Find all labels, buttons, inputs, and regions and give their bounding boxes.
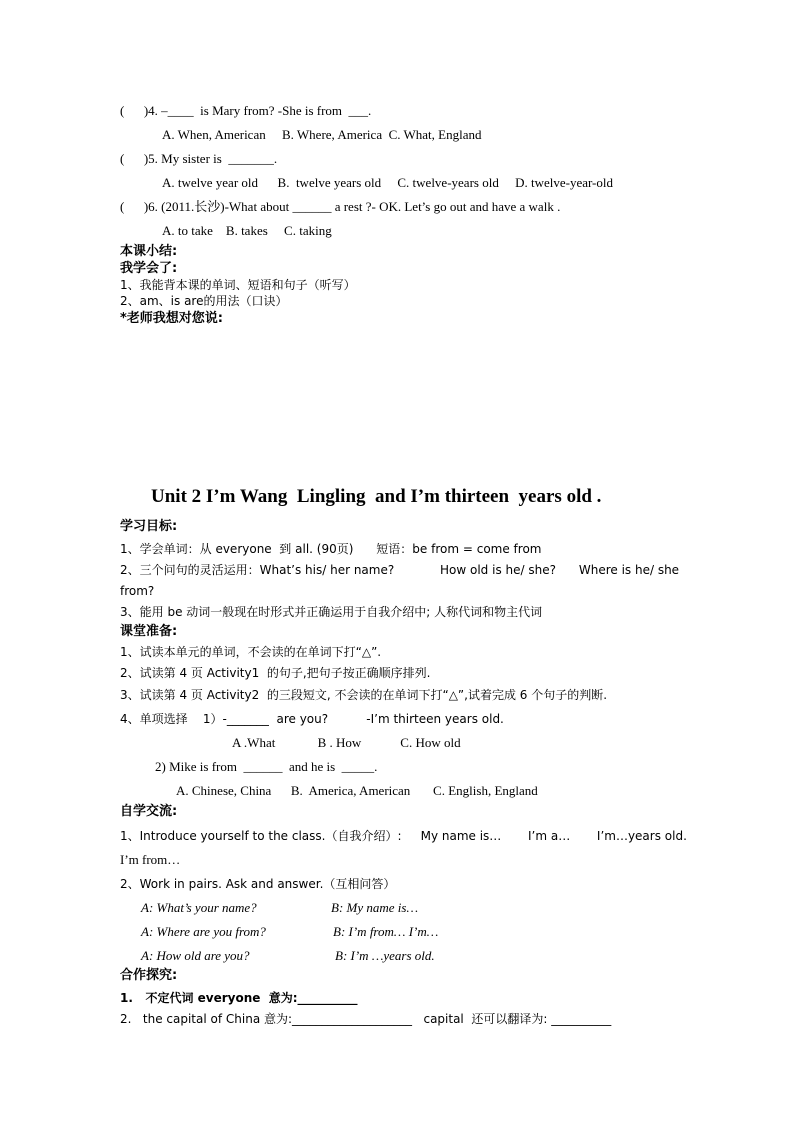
question-4-options: A. When, American B. Where, America C. What, England (162, 127, 482, 142)
learned-heading: 我学会了: (120, 261, 178, 276)
dialogue-3-b: B: I’m …years old. (335, 948, 435, 963)
goals-heading: 学习目标: (120, 519, 178, 534)
prep-4: 4、单项选择 1）-_______ are you? -I’m thirteen years old. (120, 712, 504, 726)
self-2: 2、Work in pairs. Ask and answer.（互相问答） (120, 877, 396, 891)
coop-2: 2. the capital of China 意为:____________________ capital 还可以翻译为: __________ (120, 1012, 612, 1026)
dialogue-1-b: B: My name is… (331, 900, 419, 915)
prep-3: 3、试读第 4 页 Activity2 的三段短文, 不会读的在单词下打“△”,试着完成 6 个句子的判断. (120, 688, 608, 702)
summary-heading: 本课小结: (120, 244, 178, 259)
question-6-options: A. to take B. takes C. taking (162, 223, 332, 238)
prep-4-options: A .What B . How C. How old (232, 735, 461, 750)
teacher-heading: *老师我想对您说: (120, 311, 223, 326)
dialogue-3-a: A: How old are you? (141, 948, 250, 963)
goal-3: 3、能用 be 动词一般现在时形式并正确运用于自我介绍中; 人称代词和物主代词 (120, 605, 543, 619)
self-study-heading: 自学交流: (120, 804, 178, 819)
question-5: ( )5. My sister is _______. (120, 151, 278, 166)
coop-1: 1. 不定代词 everyone 意为:__________ (120, 991, 358, 1005)
learned-item-1: 1、我能背本课的单词、短语和句子（听写） (120, 278, 356, 292)
prep-heading: 课堂准备: (120, 624, 178, 639)
dialogue-1-a: A: What’s your name? (141, 900, 257, 915)
prep-1: 1、试读本单元的单词，不会读的在单词下打“△”. (120, 645, 382, 659)
question-6: ( )6. (2011.长沙)-What about ______ a rest ?- OK. Let’s go out and have a walk . (120, 199, 561, 214)
prep-4-2: 2) Mike is from ______ and he is _____. (155, 759, 378, 774)
prep-4-2-options: A. Chinese, China B. America, American C. English, England (176, 783, 538, 798)
cooperation-heading: 合作探究: (120, 968, 178, 983)
goal-2-cont: from? (120, 584, 155, 598)
dialogue-2-a: A: Where are you from? (141, 924, 266, 939)
dialogue-2-b: B: I’m from… I’m… (333, 924, 439, 939)
self-1: 1、Introduce yourself to the class.（自我介绍）: My name is… I’m a… I’m…years old. (120, 829, 687, 843)
goal-2: 2、三个问句的灵活运用：What’s his/ her name? How old is he/ she? Where is he/ she (120, 563, 680, 577)
goal-1: 1、学会单词：从 everyone 到 all. (90页) 短语：be from = come from (120, 542, 542, 556)
self-1-cont: I’m from… (120, 852, 181, 867)
question-5-options: A. twelve year old B. twelve years old C. twelve-years old D. twelve-year-old (162, 175, 613, 190)
unit-title: Unit 2 I’m Wang Lingling and I’m thirteen years old . (151, 486, 602, 507)
learned-item-2: 2、am、is are的用法（口诀） (120, 294, 288, 308)
prep-2: 2、试读第 4 页 Activity1 的句子,把句子按正确顺序排列. (120, 666, 431, 680)
question-4: ( )4. –____ is Mary from? -She is from ___. (120, 103, 372, 118)
